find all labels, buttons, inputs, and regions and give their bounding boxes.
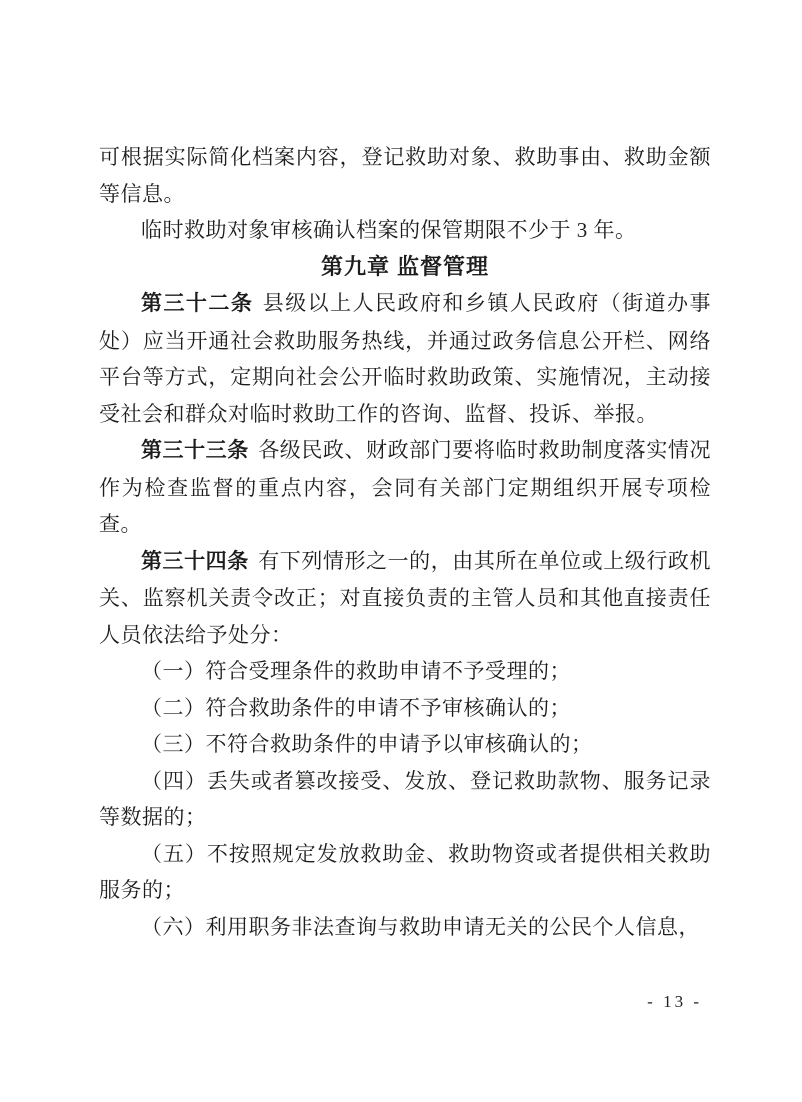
paragraph bbox=[99, 543, 711, 654]
article-number: 第三十二条 bbox=[141, 292, 254, 315]
paragraph bbox=[99, 285, 711, 432]
article-number: 第三十三条 bbox=[141, 439, 249, 462]
paragraph-text: 有下列情形之一的，由其所在单位或上级行政机关、监察机关责令改正；对直接负责的主管人员和其他直接责任人员依法给予处分： bbox=[99, 548, 711, 647]
paragraph-text: 各级民政、财政部门要将临时救助制度落实情况作为检查监督的重点内容，会同有关部门定期组织开展专项检查。 bbox=[99, 438, 711, 536]
paragraph: （二）符合救助条件的申请不予审核确认的； bbox=[141, 695, 571, 720]
paragraph bbox=[99, 432, 711, 543]
paragraph: （一）符合受理条件的救助申请不予受理的； bbox=[141, 659, 571, 683]
paragraph: 可根据实际简化档案内容，登记救助对象、救助事由、救助金额等信息。 bbox=[99, 145, 711, 206]
paragraph: （四）丢失或者篡改接受、发放、登记救助款物、服务记录等数据的； bbox=[99, 768, 711, 829]
paragraph: 临时救助对象审核确认档案的保管期限不少于 3 年。 bbox=[141, 218, 637, 242]
paragraph: （六）利用职务非法查询与救助申请无关的公民个人信息， bbox=[141, 914, 700, 939]
paragraph-text: 县级以上人民政府和乡镇人民政府（街道办事处）应当开通社会救助服务热线，并通过政务信息公开栏、网络平台等方式，定期向社会公开临时救助政策、实施情况，主动接受社会和群众对临时救助工作的咨询、监督、投诉、举报。 bbox=[99, 291, 712, 426]
paragraph: （五）不按照规定发放救助金、救助物资或者提供相关救助服务的； bbox=[99, 841, 711, 902]
document-body bbox=[99, 139, 711, 945]
chapter-heading: 第九章 监督管理 bbox=[320, 253, 490, 279]
page-number: - 13 - bbox=[647, 992, 702, 1011]
article-number: 第三十四条 bbox=[141, 549, 249, 573]
paragraph: （三）不符合救助条件的申请予以审核确认的； bbox=[141, 732, 593, 756]
